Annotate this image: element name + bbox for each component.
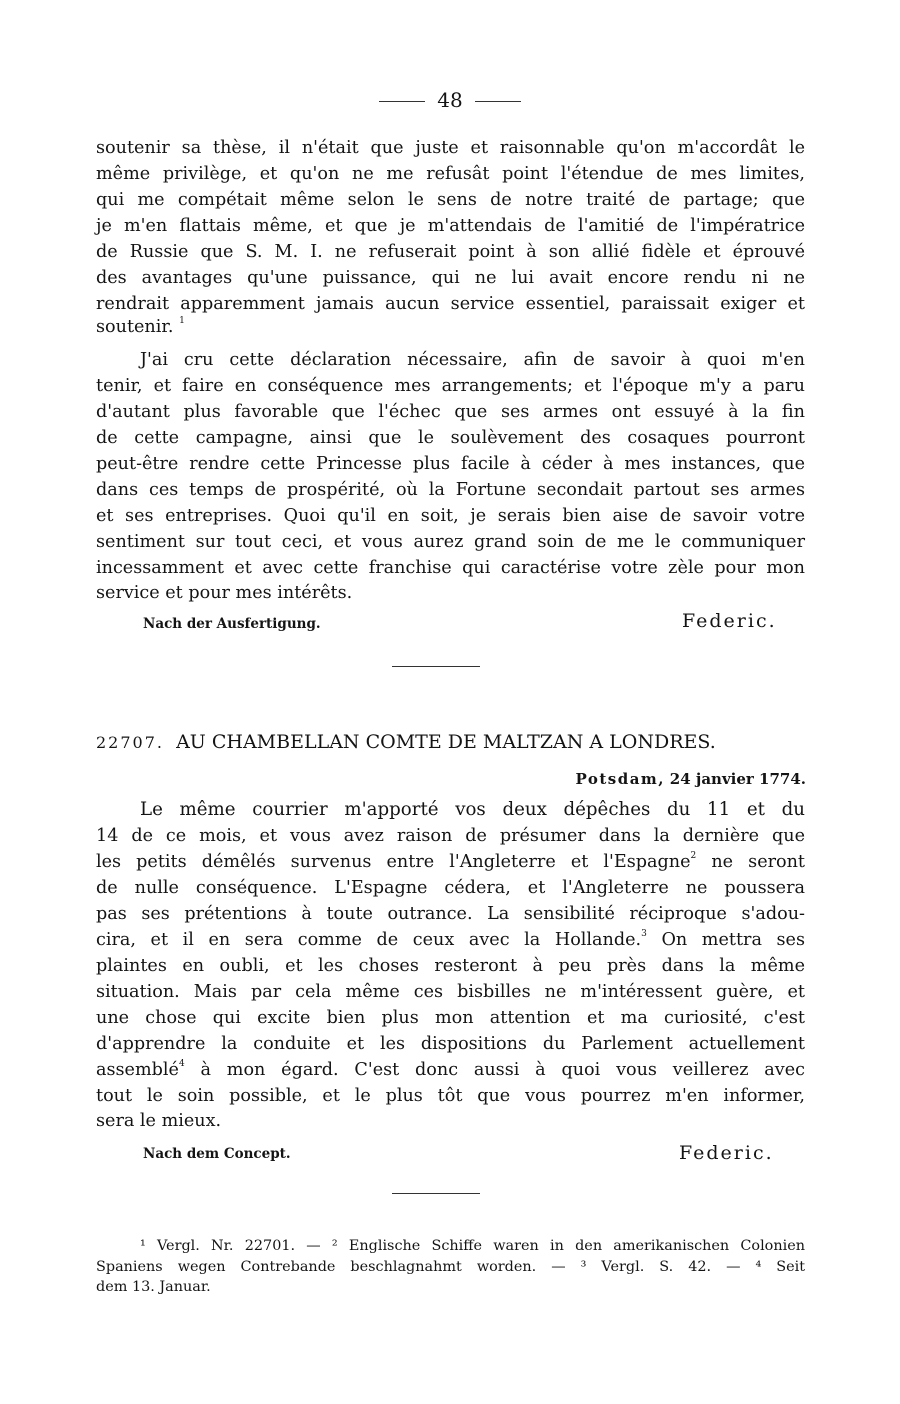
text-line: incessamment et avec cette franchise qui caractérise votre zèle pour mon (96, 558, 805, 578)
footnote-ref: 1 (179, 316, 185, 327)
text-segment: On mettra ses (646, 930, 805, 950)
text-line: de cette campagne, ainsi que le soulèvement des cosaques pourront (96, 428, 805, 448)
page-number-text: 48 (437, 88, 463, 112)
signature: Federic. (682, 610, 777, 632)
text-line: situation. Mais par cela même ces bisbilles ne m'intéressent guère, et (96, 982, 805, 1002)
text-segment: assemblé (96, 1060, 179, 1080)
footnote-ref: 2 (690, 851, 697, 862)
text-line: pas ses prétentions à toute outrance. La sensibilité réciproque s'adou- (96, 904, 805, 924)
text-line: je m'en flattais même, et que je m'attendais de l'amitié de l'impératrice (96, 216, 805, 236)
text-line (96, 851, 805, 873)
page-number-dash-right (475, 101, 521, 102)
text-line: d'autant plus favorable que l'échec que ses armes ont essuyé à la fin (96, 402, 805, 422)
text-line: des avantages qu'une puissance, qui ne lui avait encore rendu ni ne (96, 268, 805, 288)
text-line: Le même courrier m'apporté vos deux dépêches du 11 et du (140, 799, 805, 820)
text-segment: soutenir. (96, 317, 174, 337)
source-note: Nach der Ausfertigung. (143, 616, 321, 632)
text-line (96, 929, 805, 951)
text-line: dans ces temps de prospérité, où la Fortune secondait partout ses armes (96, 480, 805, 500)
text-line: service et pour mes intérêts. (96, 583, 353, 603)
text-segment: ne seront (696, 852, 806, 872)
text-line: J'ai cru cette déclaration nécessaire, afin de savoir à quoi m'en (140, 350, 805, 370)
text-line: qui me compétait même selon le sens de notre traité de partage; que (96, 190, 805, 210)
date-place: Potsdam, (575, 770, 666, 788)
dateline (575, 770, 806, 788)
footnote-ref: 3 (641, 929, 647, 940)
text-line: sera le mieux. (96, 1111, 222, 1131)
footnote-ref: 4 (178, 1059, 185, 1070)
page-number (0, 88, 900, 112)
text-line: d'apprendre la conduite et les dispositions du Parlement actuellement (96, 1034, 805, 1054)
text-line: même privilège, et qu'on ne me refusât point l'étendue de mes limites, (96, 164, 805, 184)
text-line (96, 316, 805, 338)
source-note: Nach dem Concept. (143, 1146, 291, 1162)
text-line: plaintes en oubli, et les choses resteront à peu près dans la même (96, 956, 805, 976)
text-line: tout le soin possible, et le plus tôt que vous pourrez m'en informer, (96, 1086, 805, 1106)
footnote-line: dem 13. Januar. (96, 1279, 211, 1295)
section-divider (392, 1193, 480, 1194)
text-line: 14 de ce mois, et vous avez raison de présumer dans la dernière que (96, 826, 805, 846)
letter-number: 22707. (96, 733, 164, 752)
signature: Federic. (679, 1142, 774, 1164)
page-number-dash-left (379, 101, 425, 102)
text-line: tenir, et faire en conséquence mes arrangements; et l'époque m'y a paru (96, 376, 805, 396)
text-line (96, 1059, 805, 1081)
date-text: 24 janvier 1774. (669, 770, 806, 788)
text-line: soutenir sa thèse, il n'était que juste et raisonnable qu'on m'accordât le (96, 138, 805, 158)
text-line: peut-être rendre cette Princesse plus facile à céder à mes instances, que (96, 454, 805, 474)
text-line: et ses entreprises. Quoi qu'il en soit, je serais bien aise de savoir votre (96, 506, 805, 526)
text-line: rendrait apparemment jamais aucun service essentiel, paraissait exiger et (96, 294, 805, 314)
letter-title: AU CHAMBELLAN COMTE DE MALTZAN A LONDRES. (176, 731, 716, 753)
section-divider (392, 666, 480, 667)
text-segment: cira, et il en sera comme de ceux avec la Hollande. (96, 930, 642, 950)
letter-heading (96, 731, 816, 753)
text-segment: à mon égard. C'est donc aussi à quoi vous veillerez avec (184, 1060, 805, 1080)
footnote-line: Spaniens wegen Contrebande beschlagnahmt worden. — ³ Vergl. S. 42. — ⁴ Seit (96, 1259, 805, 1275)
text-line: de Russie que S. M. I. ne refuserait point à son allié fidèle et éprouvé (96, 242, 805, 262)
text-line: sentiment sur tout ceci, et vous aurez grand soin de me le communiquer (96, 532, 805, 552)
text-line: une chose qui excite bien plus mon attention et ma curiosité, c'est (96, 1008, 805, 1028)
text-segment: les petits démêlés survenus entre l'Angleterre et l'Espagne (96, 852, 691, 872)
footnote-line: ¹ Vergl. Nr. 22701. — ² Englische Schiffe waren in den amerikanischen Colonien (140, 1238, 805, 1254)
text-line: de nulle conséquence. L'Espagne cédera, et l'Angleterre ne poussera (96, 878, 805, 898)
